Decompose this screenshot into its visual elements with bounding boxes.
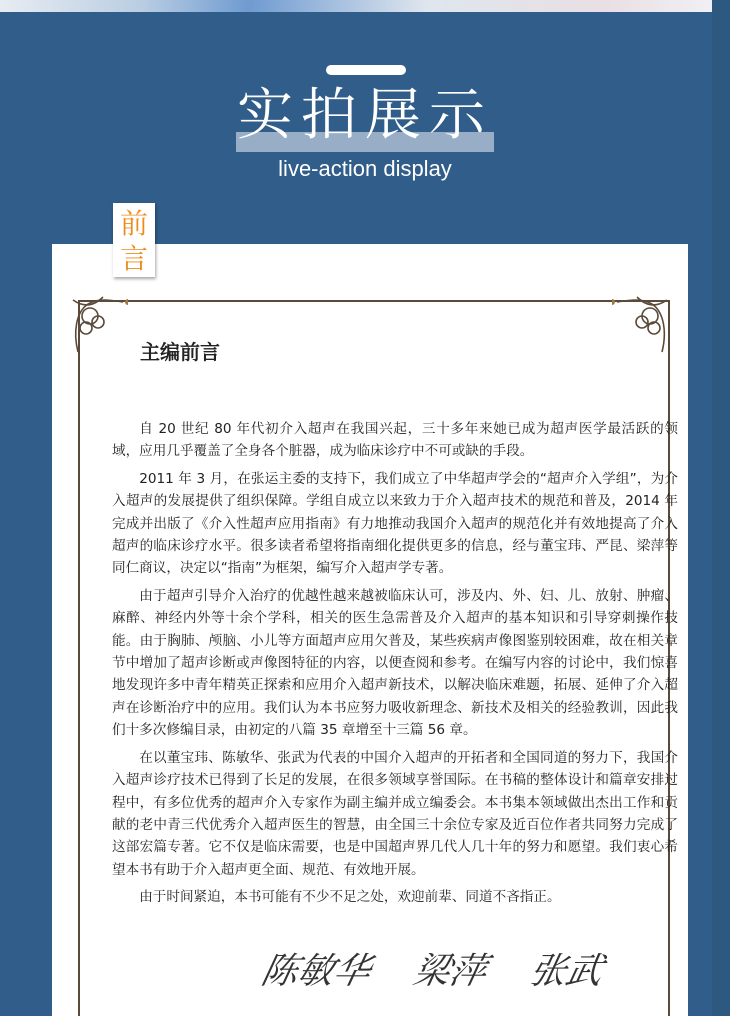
document-body [112, 418, 678, 914]
tag-char-1: 前 [119, 207, 148, 240]
banner-subtitle: live-action display [278, 156, 452, 181]
signatures [257, 950, 626, 994]
paragraph: 在以董宝玮、陈敏华、张武为代表的中国介入超声的开拓者和全国同道的努力下，我国介入超声诊疗技术已得到了长足的发展，在很多领域享誉国际。在书稿的整体设计和篇章安排过程中，有多位优秀的超声介入专家作为副主编并成立编委会。本书集本领域做出杰出工作和贡献的老中青三代优秀介入超声医生的智慧，由全国三十余位专家及近百位作者共同努力完成了这部宏篇专著。它不仅是临床需要，也是中国超声界几代人几十年的努力和愿望。我们衷心希望本书有助于介入超声更全面、规范、有效地开展。 [112, 749, 678, 878]
signature: 陈敏华 [257, 951, 375, 992]
tag-char-2: 言 [119, 242, 148, 275]
paragraph: 由于时间紧迫，本书可能有不少不足之处，欢迎前辈、同道不吝指正。 [139, 889, 561, 906]
signature: 梁萍 [409, 951, 491, 992]
title-dash [326, 65, 406, 75]
banner-title: 实拍展示 [237, 83, 493, 148]
document-heading: 主编前言 [140, 340, 220, 364]
corner-ornament-left-icon [68, 292, 128, 362]
paragraph: 由于超声引导介入治疗的优越性越来越被临床认可，涉及内、外、妇、儿、放射、肿瘤、麻醉、神经内外等十余个学科，相关的医生急需普及介入超声的基本知识和引导穿刺操作技能。由于胸肺、颅脑、小儿等方面超声应用欠普及，某些疾病声像图鉴别较困难，故在相关章节中增加了超声诊断或声像图特征的内容，以便查阅和参考。在编写内容的讨论中，我们惊喜地发现许多中青年精英正探索和应用介入超声新技术，以解决临床难题，拓展、延伸了介入超声在诊断治疗中的应用。我们认为本书应努力吸收新理念、新技术及相关的经验教训，因此我们十多次修编目录，由初定的八篇 35 章增至十三篇 56 章。 [112, 587, 678, 739]
corner-ornament-right-icon [612, 292, 672, 362]
right-edge [712, 0, 730, 1016]
section-tag [113, 203, 155, 277]
signature: 张武 [525, 951, 607, 992]
paragraph: 2011 年 3 月，在张运主委的支持下，我们成立了中华超声学会的“超声介入学组”，为介入超声的发展提供了组织保障。学组自成立以来致力于介入超声技术的规范和普及，2014 年完成并出版了《介入性超声应用指南》有力地推动我国介入超声的规范化并有效地提高了介入超声的临床诊疗水平。很多读者希望将指南细化提供更多的信息，经与董宝玮、严昆、梁萍等同仁商议，决定以“指南”为框架，编写介入超声学专著。 [112, 470, 678, 577]
paragraph: 自 20 世纪 80 年代初介入超声在我国兴起，三十多年来她已成为超声医学最活跃的领域，应用几乎覆盖了全身各个脏器，成为临床诊疗中不可或缺的手段。 [112, 421, 678, 460]
top-photo-strip [0, 0, 712, 12]
